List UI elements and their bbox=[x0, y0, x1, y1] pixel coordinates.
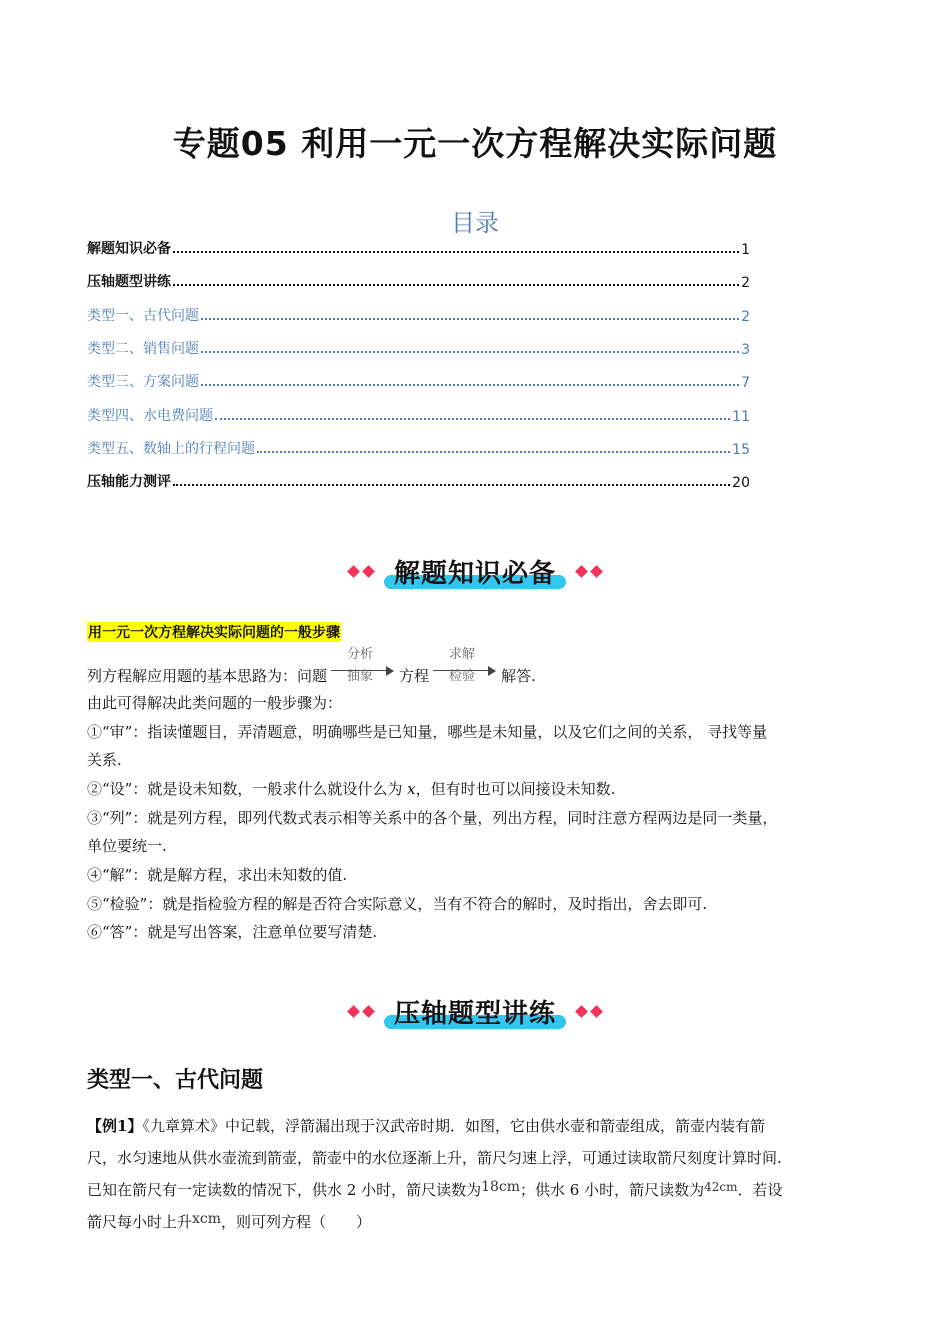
diamond-icon bbox=[575, 1005, 588, 1018]
toc-item[interactable] bbox=[87, 234, 750, 258]
diamond-icon bbox=[362, 565, 375, 578]
toc-item-label: 类型三、方案问题 bbox=[87, 374, 199, 390]
knowledge-heading: 用一元一次方程解决实际问题的一般步骤 bbox=[87, 622, 341, 642]
example-text: ，则可列方程（ ） bbox=[221, 1213, 372, 1231]
toc-item[interactable] bbox=[87, 401, 750, 425]
toc-item[interactable] bbox=[87, 334, 750, 358]
toc-leader bbox=[215, 418, 730, 420]
toc-item-label: 压轴能力测评 bbox=[87, 474, 171, 490]
example-line: 尺，水匀速地从供水壶流到箭壶，箭壶中的水位逐渐上升，箭尺匀速上浮，可通过读取箭尺刻度计算时间. bbox=[87, 1149, 782, 1167]
toc-item-label: 类型二、销售问题 bbox=[87, 341, 199, 357]
toc-item[interactable] bbox=[87, 301, 750, 325]
toc-heading: 目录 bbox=[451, 209, 499, 237]
banner-label-box bbox=[384, 549, 566, 593]
toc-item-page: 2 bbox=[741, 309, 750, 325]
example-text: 箭尺每小时上升 bbox=[87, 1213, 193, 1231]
step-2-tail: ，但有时也可以间接设未知数. bbox=[415, 780, 616, 798]
toc-item-page: 11 bbox=[732, 409, 750, 425]
diamond-ornament-left bbox=[346, 1007, 376, 1016]
arrow-label-bottom: 检验 bbox=[449, 669, 476, 684]
knowledge-banner bbox=[0, 546, 950, 596]
math-value: 42cm bbox=[704, 1180, 738, 1194]
toc-item-page: 2 bbox=[741, 275, 750, 291]
math-value: xcm bbox=[192, 1211, 222, 1227]
toc-leader bbox=[201, 318, 739, 320]
example-text: 已知在箭尺有一定读数的情况下，供水 2 小时，箭尺读数为 bbox=[87, 1181, 482, 1199]
diamond-icon bbox=[347, 565, 360, 578]
example-text: 《九章算术》中记载，浮箭漏出现于汉武帝时期．如图，它由供水壶和箭壶组成，箭壶内装有箭 bbox=[142, 1117, 765, 1135]
banner-label-box bbox=[384, 989, 566, 1033]
step-2 bbox=[87, 775, 882, 803]
arrow-label-top: 分析 bbox=[347, 647, 374, 662]
flow-arrow-1 bbox=[331, 647, 395, 690]
step-1-cont: 关系. bbox=[87, 751, 122, 769]
flow-suffix: 解答. bbox=[501, 667, 536, 685]
toc-item-label: 类型一、古代问题 bbox=[87, 308, 199, 324]
math-value: 18cm bbox=[481, 1179, 521, 1195]
flow-arrow-2 bbox=[433, 647, 497, 690]
toc-item-page: 20 bbox=[732, 475, 750, 491]
flow-middle: 方程 bbox=[399, 667, 430, 685]
banner-title: 解题知识必备 bbox=[393, 558, 556, 589]
toc-leader bbox=[173, 251, 739, 253]
example-text: ．若设 bbox=[737, 1181, 783, 1199]
toc-item-page: 15 bbox=[732, 442, 750, 458]
step-5: ⑤“检验”：就是指检验方程的解是否符合实际意义，当有不符合的解时，及时指出，舍去即可. bbox=[87, 895, 708, 913]
toc-leader bbox=[201, 384, 739, 386]
example-tag: 【例1】 bbox=[87, 1117, 143, 1135]
example-line bbox=[87, 1110, 867, 1142]
steps-intro: 由此可得解决此类问题的一般步骤为： bbox=[87, 694, 343, 712]
step-6: ⑥“答”：就是写出答案，注意单位要写清楚. bbox=[87, 923, 378, 941]
step-2-text: ②“设”：就是设未知数，一般求什么就设什么为 bbox=[87, 780, 403, 798]
toc-item[interactable] bbox=[87, 367, 750, 391]
diamond-icon bbox=[590, 565, 603, 578]
toc-item-page: 1 bbox=[741, 242, 750, 258]
step-1: ①“审”：指读懂题目，弄清题意，明确哪些是已知量，哪些是未知量，以及它们之间的关系， 寻找等量 bbox=[87, 723, 768, 741]
diamond-icon bbox=[575, 565, 588, 578]
diamond-ornament-left bbox=[346, 567, 376, 576]
toc-item[interactable] bbox=[87, 267, 750, 291]
diamond-ornament-right bbox=[574, 1007, 604, 1016]
step-2-variable: x bbox=[407, 780, 416, 798]
toc-item-label: 解题知识必备 bbox=[87, 241, 171, 257]
diamond-icon bbox=[347, 1005, 360, 1018]
step-4: ④“解”：就是解方程，求出未知数的值. bbox=[87, 866, 348, 884]
diamond-ornament-right bbox=[574, 567, 604, 576]
toc-item[interactable] bbox=[87, 467, 750, 491]
practice-banner bbox=[0, 986, 950, 1036]
document-title: 专题05 利用一元一次方程解决实际问题 bbox=[172, 124, 778, 163]
flow-prefix: 列方程解应用题的基本思路为：问题 bbox=[87, 667, 328, 685]
arrow-label-top: 求解 bbox=[449, 647, 476, 662]
toc-item[interactable] bbox=[87, 434, 750, 458]
example-1 bbox=[87, 1110, 867, 1238]
toc-item-page: 7 bbox=[741, 375, 750, 391]
banner-title: 压轴题型讲练 bbox=[393, 998, 556, 1029]
flow-line bbox=[87, 647, 877, 690]
toc-item-label: 类型五、数轴上的行程问题 bbox=[87, 441, 255, 457]
example-line bbox=[87, 1174, 867, 1206]
diamond-icon bbox=[590, 1005, 603, 1018]
diamond-icon bbox=[362, 1005, 375, 1018]
arrow-label-bottom: 抽象 bbox=[347, 669, 374, 684]
example-text: ；供水 6 小时，箭尺读数为 bbox=[520, 1181, 705, 1199]
example-line bbox=[87, 1206, 867, 1238]
toc-leader bbox=[257, 451, 730, 453]
toc-leader bbox=[173, 284, 739, 286]
toc-leader bbox=[201, 351, 739, 353]
toc-item-page: 3 bbox=[741, 342, 750, 358]
section-title: 类型一、古代问题 bbox=[87, 1068, 264, 1093]
toc-item-label: 压轴题型讲练 bbox=[87, 274, 171, 290]
step-3-cont: 单位要统一. bbox=[87, 837, 167, 855]
toc-leader bbox=[173, 484, 730, 486]
step-3: ③“列”：就是列方程，即列代数式表示相等关系中的各个量，列出方程，同时注意方程两边是同一类量， bbox=[87, 809, 778, 827]
toc-item-label: 类型四、水电费问题 bbox=[87, 408, 213, 424]
